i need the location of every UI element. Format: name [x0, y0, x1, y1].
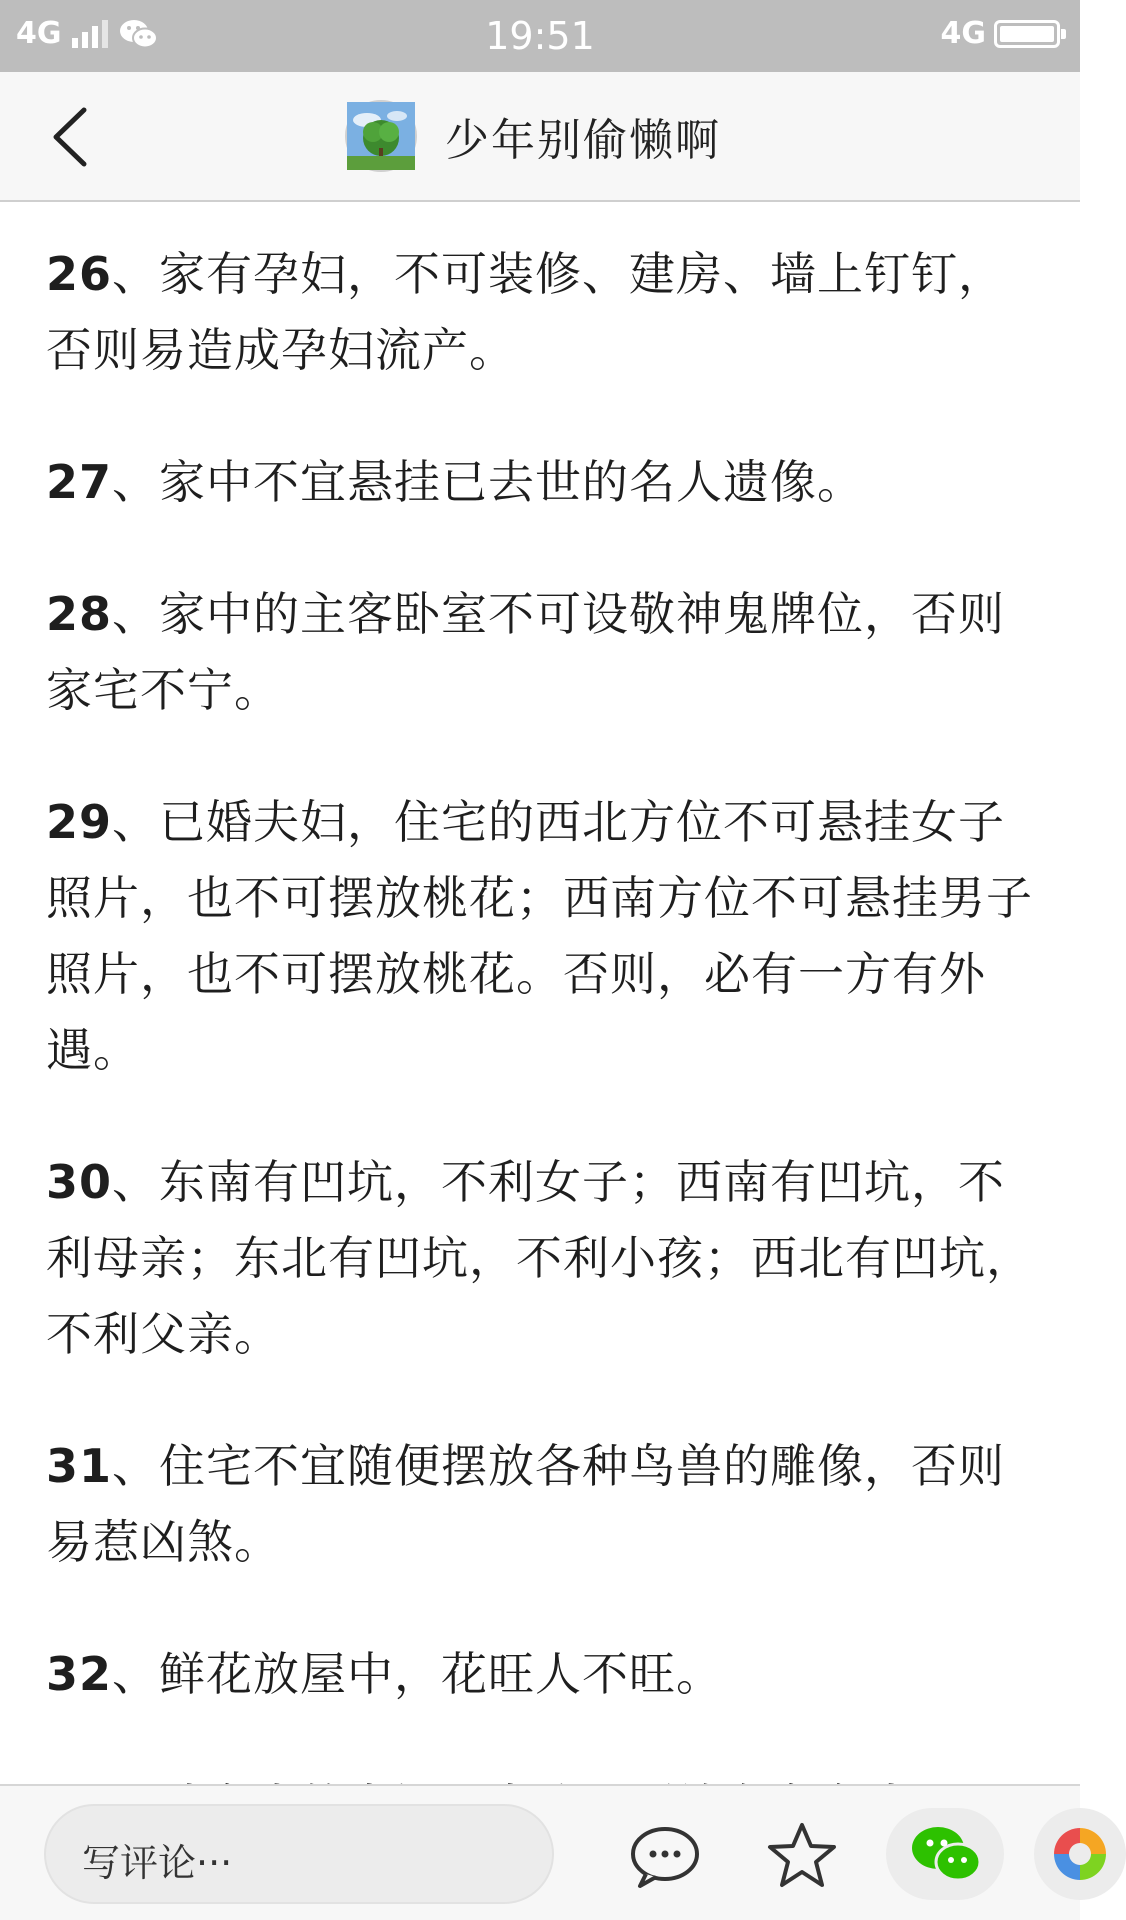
- article-content: [46, 236, 1036, 1784]
- back-arrow-icon[interactable]: [40, 100, 110, 174]
- moments-share-button[interactable]: [1034, 1808, 1126, 1900]
- avatar-image: [347, 102, 415, 170]
- paragraph-number: 31: [46, 1439, 113, 1493]
- paragraph-number: 27: [46, 455, 113, 509]
- paragraph-number: 29: [46, 795, 113, 849]
- paragraph-text: 、住宅不宜随便摆放各种鸟兽的雕像，否则易惹凶煞。: [46, 1439, 1006, 1569]
- paragraph-number: 26: [46, 247, 113, 301]
- paragraph-29: [46, 784, 1036, 1088]
- battery-icon: [994, 20, 1060, 48]
- paragraph-27: [46, 444, 1036, 520]
- status-bar: [0, 0, 1080, 72]
- paragraph-28: [46, 576, 1036, 728]
- star-icon[interactable]: [766, 1820, 838, 1890]
- moments-share-icon: [1034, 1808, 1126, 1900]
- status-time: 19:51: [485, 14, 595, 58]
- paragraph-text: 、家中不宜悬挂已去世的名人遗像。: [112, 455, 865, 509]
- wechat-share-button[interactable]: [886, 1808, 1004, 1900]
- paragraph-text: 、东南有凹坑，不利女子；西南有凹坑，不利母亲；东北有凹坑，不利小孩；西北有凹坑，不利父亲。: [46, 1155, 1033, 1361]
- paragraph-text: 、鲜花放屋中，花旺人不旺。: [112, 1647, 724, 1701]
- paragraph-32: [46, 1636, 1036, 1712]
- paragraph-30: [46, 1144, 1036, 1372]
- account-title: 少年别偷懒啊: [445, 115, 721, 166]
- paragraph-number: 30: [46, 1155, 113, 1209]
- account-header[interactable]: [345, 100, 721, 172]
- status-right: [941, 16, 1061, 51]
- paragraph-26: [46, 236, 1036, 388]
- comment-placeholder: 写评论···: [82, 1841, 233, 1885]
- paragraph-number: 28: [46, 587, 113, 641]
- paragraph-31: [46, 1428, 1036, 1580]
- paragraph-text: 、家有孕妇，不可装修、建房、墙上钉钉，否则易造成孕妇流产。: [46, 247, 1006, 377]
- avatar[interactable]: [345, 100, 417, 172]
- comment-icon[interactable]: [626, 1824, 704, 1890]
- bottom-bar: [0, 1784, 1080, 1920]
- comment-input[interactable]: [44, 1804, 554, 1904]
- network-type-left: 4G: [16, 16, 62, 51]
- title-bar: [0, 72, 1080, 202]
- paragraph-text: 、已婚夫妇，住宅的西北方位不可悬挂女子照片，也不可摆放桃花；西南方位不可悬挂男子照片，也不可摆放桃花。否则，必有一方有外遇。: [46, 795, 1033, 1077]
- network-type-right: 4G: [940, 16, 986, 51]
- wechat-share-icon: [886, 1808, 1004, 1900]
- paragraph-number: 32: [46, 1647, 113, 1701]
- paragraph-text: 、家中的主客卧室不可设敬神鬼牌位，否则家宅不宁。: [46, 587, 1006, 717]
